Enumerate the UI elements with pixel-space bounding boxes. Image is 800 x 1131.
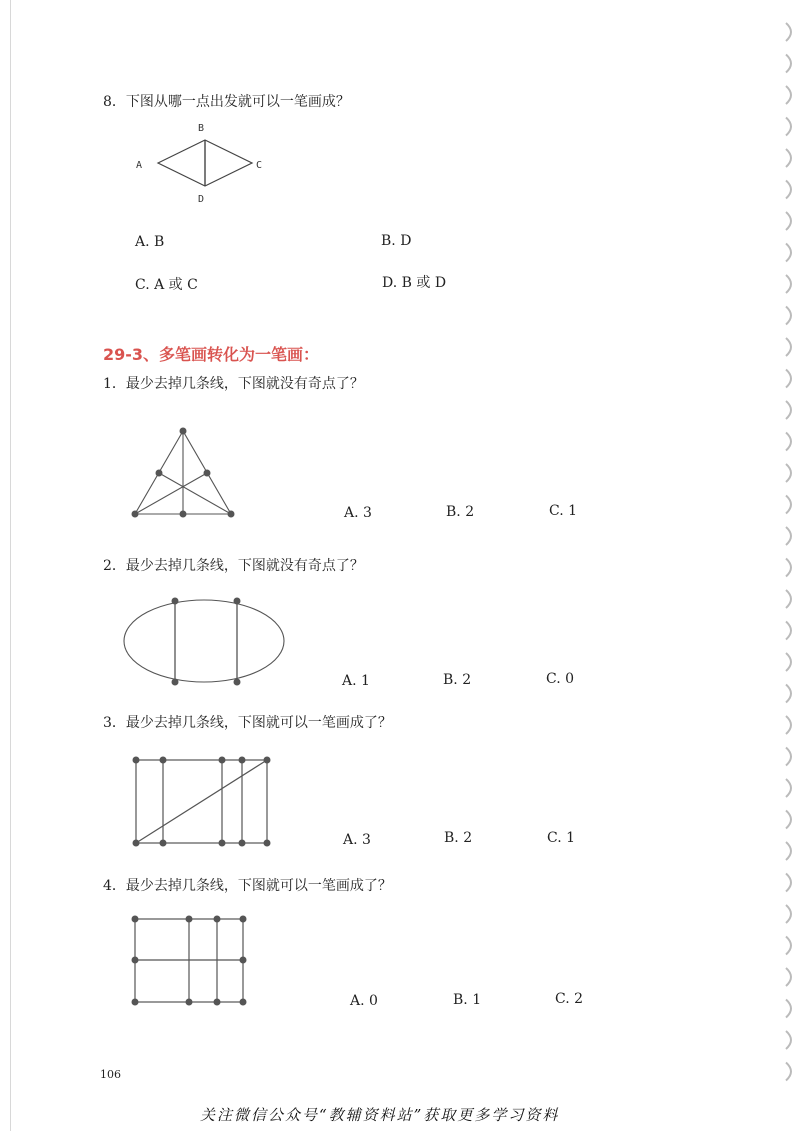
q4-option-a: A. 0	[350, 993, 378, 1009]
diamond-figure	[130, 118, 270, 208]
binding-ring	[786, 307, 791, 325]
binding-ring	[786, 1031, 791, 1049]
q1-option-c: C. 1	[549, 503, 578, 519]
binding-ring	[786, 779, 791, 797]
question-8-text: 8．下图从哪一点出发就可以一笔画成？	[103, 94, 350, 110]
question-4-text: 4．最少去掉几条线，下图就可以一笔画成了？	[103, 878, 392, 894]
ellipse-figure	[120, 595, 290, 690]
q8-option-a: A. B	[135, 234, 165, 250]
binding-ring	[786, 55, 791, 73]
binding-ring	[786, 622, 791, 640]
question-3-text: 3．最少去掉几条线，下图就可以一笔画成了？	[103, 715, 392, 731]
spiral-binding	[772, 0, 800, 1095]
question-1-text: 1．最少去掉几条线，下图就没有奇点了？	[103, 376, 364, 392]
binding-ring	[786, 118, 791, 136]
q8-option-b: B. D	[381, 233, 412, 249]
binding-ring	[786, 496, 791, 514]
binding-ring	[786, 1000, 791, 1018]
binding-ring	[786, 433, 791, 451]
label-b: B	[198, 123, 205, 134]
binding-ring	[786, 968, 791, 986]
q2-option-a: A. 1	[342, 673, 370, 689]
question-2-text: 2．最少去掉几条线，下图就没有奇点了？	[103, 558, 364, 574]
q3-option-a: A. 3	[343, 832, 371, 848]
binding-ring	[786, 244, 791, 262]
q3-option-b: B. 2	[444, 830, 473, 846]
binding-ring	[786, 905, 791, 923]
binding-ring	[786, 874, 791, 892]
footer-watermark: 关注微信公众号“教辅资料站”获取更多学习资料	[200, 1106, 560, 1124]
binding-ring	[786, 149, 791, 167]
binding-ring	[786, 937, 791, 955]
q3-option-c: C. 1	[547, 830, 576, 846]
binding-ring	[786, 212, 791, 230]
q4-option-c: C. 2	[555, 991, 584, 1007]
binding-ring	[786, 86, 791, 104]
triangle-figure	[125, 425, 245, 525]
binding-ring	[786, 590, 791, 608]
binding-ring	[786, 401, 791, 419]
binding-ring	[786, 811, 791, 829]
grid-figure	[126, 911, 256, 1011]
section-heading: 29-3、多笔画转化为一笔画：	[103, 345, 320, 364]
rectangle-diagonal-figure	[128, 752, 278, 852]
binding-ring	[786, 1063, 791, 1081]
binding-ring	[786, 275, 791, 293]
binding-ring	[786, 338, 791, 356]
binding-ring	[786, 23, 791, 41]
binding-ring	[786, 653, 791, 671]
binding-ring	[786, 527, 791, 545]
label-c: C	[256, 160, 263, 171]
binding-ring	[786, 464, 791, 482]
page-number: 106	[100, 1068, 121, 1081]
binding-ring	[786, 685, 791, 703]
q8-option-c: C. A 或 C	[135, 277, 198, 293]
label-a: A	[136, 160, 143, 171]
q1-option-a: A. 3	[344, 505, 372, 521]
q2-option-b: B. 2	[443, 672, 472, 688]
binding-ring	[786, 842, 791, 860]
binding-ring	[786, 559, 791, 577]
page-edge	[10, 0, 11, 1131]
q2-option-c: C. 0	[546, 671, 575, 687]
binding-ring	[786, 716, 791, 734]
q4-option-b: B. 1	[453, 992, 482, 1008]
q8-option-d: D. B 或 D	[382, 275, 447, 291]
binding-ring	[786, 748, 791, 766]
binding-ring	[786, 181, 791, 199]
label-d: D	[198, 194, 205, 205]
q1-option-b: B. 2	[446, 504, 475, 520]
binding-ring	[786, 370, 791, 388]
